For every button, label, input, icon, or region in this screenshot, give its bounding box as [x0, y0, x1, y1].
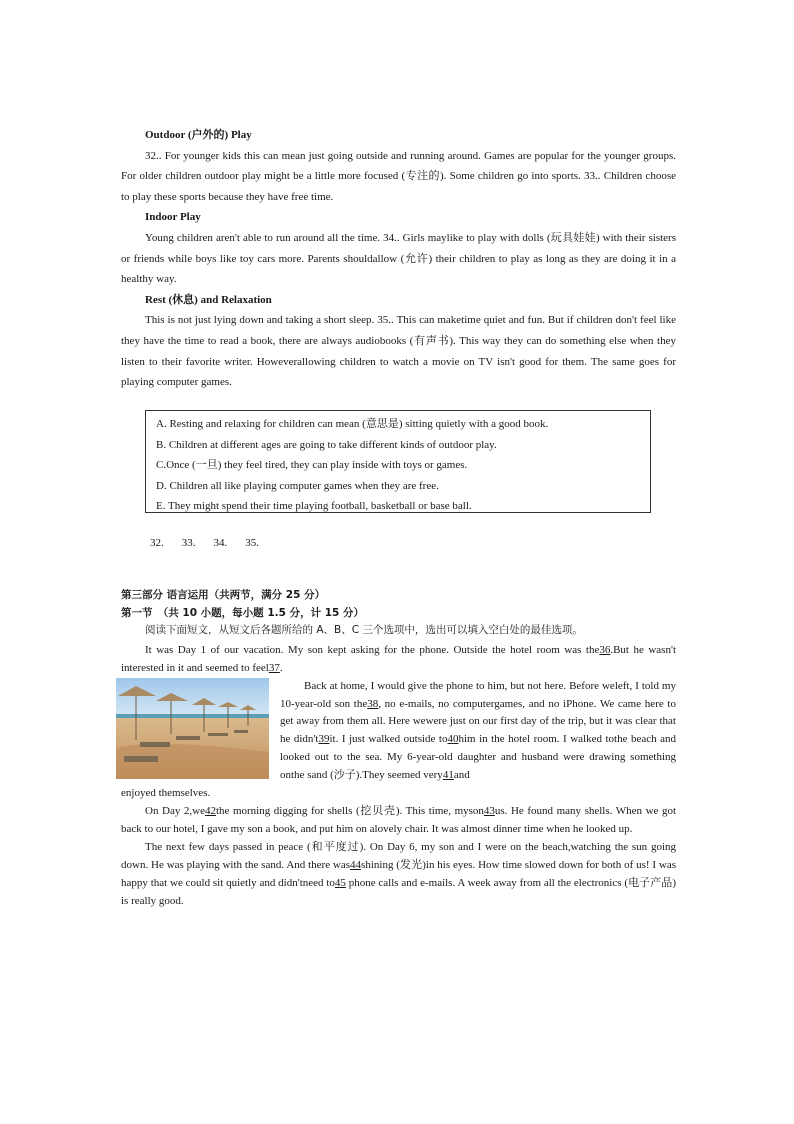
blank-42[interactable]: 42: [204, 805, 216, 817]
answer-34: 34.: [213, 537, 228, 549]
cloze-paragraph-4: [121, 838, 676, 910]
blank-39[interactable]: 39: [318, 733, 330, 746]
cloze-text: phone calls and e-mails. A week away from all the electronics (电子产品) is really good.: [121, 877, 676, 907]
answer-33: 33.: [181, 537, 196, 549]
cloze-text: .But he wasn't interested in it and seemed to feel: [121, 644, 676, 674]
options-box: [145, 410, 651, 513]
cloze-text: , no e-mails, no computergames, and no iPhone. We came here to get away from them all. Here wewere just on our first day of the trip, but it was clear that he didn't: [280, 697, 676, 746]
answer-35: 35.: [245, 537, 259, 549]
cloze-text: it. I just walked outside to: [329, 733, 448, 746]
blank-45[interactable]: 45: [334, 877, 346, 889]
cloze-text: us. He found many shells. When we got back to our hotel, I gave my son a book, and put him on alovely chair. It was almost dinner time when he looked up.: [121, 805, 676, 835]
cloze-paragraph-2: [280, 678, 676, 784]
option-b: B. Children at different ages are going to take different kinds of outdoor play.: [156, 438, 497, 451]
beach-umbrellas-image: [116, 678, 269, 779]
cloze-text: On Day 2,we: [145, 805, 205, 817]
heading-indoor-play: Indoor Play: [145, 211, 201, 224]
part3-title: [121, 587, 676, 605]
part3-header: [121, 587, 676, 640]
instruction: [121, 622, 676, 640]
paragraph-outdoor: 32.. For younger kids this can mean just going outside and running around. Games are popular for the younger groups. For older children outdoor play might be a little more focused (专注的). Some children go into sports. 33.. Children choose to play these sports because they have free time.: [121, 149, 676, 203]
blank-37[interactable]: 37: [268, 662, 280, 674]
option-c: C.Once (一旦) they feel tired, they can play inside with toys or games.: [156, 459, 468, 472]
section1-title: [121, 605, 676, 623]
paragraph-indoor: Young children aren't able to run around all the time. 34.. Girls maylike to play with dolls (玩具娃娃) with their sisters or friends while boys like toy cars more. Parents shouldallow (允许) their children to play as long as they are doing it in a healthy way.: [121, 231, 676, 286]
cloze-text: and: [453, 768, 470, 781]
blank-43[interactable]: 43: [483, 805, 495, 817]
section1-title-text: 第一节 （共 10 小题，每小题 1.5 分，计 15 分）: [121, 606, 365, 619]
blank-36[interactable]: 36: [599, 644, 611, 656]
blank-38[interactable]: 38: [367, 697, 379, 710]
blank-40[interactable]: 40: [447, 733, 459, 746]
cloze-text: .: [279, 662, 283, 674]
blank-44[interactable]: 44: [350, 859, 362, 871]
answer-32: 32.: [150, 537, 164, 549]
option-d: D. Children all like playing computer games when they are free.: [156, 479, 439, 492]
blank-41[interactable]: 41: [442, 768, 454, 781]
option-a: A. Resting and relaxing for children can mean (意思是) sitting quietly with a good book.: [156, 418, 549, 430]
cloze-line-enjoyed: enjoyed themselves.: [121, 787, 211, 799]
beach-photo: [116, 678, 269, 779]
cloze-text: Back at home, I would give the phone to him, but not here. Before weleft, I told my 10-year-old son the: [280, 680, 676, 710]
instruction-text: 阅读下面短文，从短文后各题所给的 A、B、C 三个选项中，选出可以填入空白处的最佳选项。: [145, 624, 583, 637]
cloze-continuation: [121, 784, 676, 910]
cloze-paragraph-3: [121, 802, 676, 838]
heading-outdoor-play: Outdoor (户外的) Play: [145, 129, 252, 141]
part3-title-text: 第三部分 语言运用（共两节，满分 25 分）: [121, 589, 326, 601]
cloze-text: It was Day 1 of our vacation. My son kept asking for the phone. Outside the hotel room was the: [145, 644, 600, 656]
cloze-text: him in the hotel room. I walked tothe beach and looked out to the sea. My 6-year-old daughter and husband were drawing something onthe sand (沙子).They seemed very: [280, 733, 677, 781]
cloze-paragraph-1: [121, 641, 676, 677]
reading-passage: [121, 125, 676, 393]
cloze-text: the morning digging for shells (挖贝壳). This time, myson: [215, 805, 484, 817]
paragraph-rest: This is not just lying down and taking a short sleep. 35.. This can maketime quiet and fun. But if children don't feel like they have the time to read a book, there are always audiobooks (有声书). This way they can do something else when they listen to their favorite writer. Howeverallowing children to watch a movie on TV isn't good for them. The same goes for playing computer games.: [121, 314, 676, 389]
option-e: E. They might spend their time playing football, basketball or base ball.: [156, 500, 472, 513]
answer-blanks: [150, 535, 277, 551]
heading-rest-relaxation: Rest (休息) and Relaxation: [145, 293, 272, 306]
cloze-line-1: [121, 641, 676, 677]
cloze-text: shining (发光)in his eyes. How time slowed down for both of us! I was happy that we could sit quietly and didn'tneed to: [121, 859, 676, 889]
cloze-text: The next few days passed in peace (和平度过). On Day 6, my son and I were on the beach,watching the sun going down. He was playing with the sand. And there was: [121, 841, 676, 871]
